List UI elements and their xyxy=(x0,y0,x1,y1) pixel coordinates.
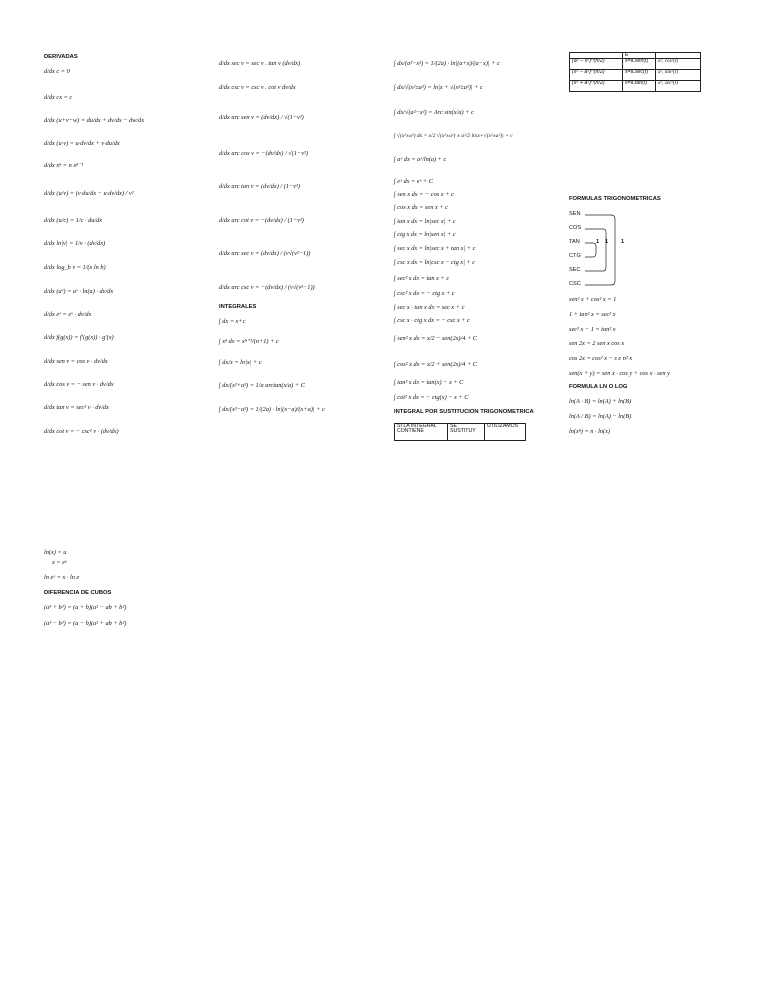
formula: ∫ aˣ dx = aˣ/ln(a) + c xyxy=(394,156,447,163)
formula: ∫ sec x · tan x dx = sec x + c xyxy=(394,304,465,311)
formula: ∫ ctg x dx = ln|sen x| + c xyxy=(394,231,456,238)
table-cell: E xyxy=(623,53,656,59)
formula: d/dx log_b v = 1/(x ln b) xyxy=(44,264,106,271)
table-cell: a², sec²(t) xyxy=(656,81,701,92)
derivadas-title: DERIVADAS xyxy=(44,54,78,60)
formula: d/dx (aᵛ) = aᵛ · ln(a) · dv/dx xyxy=(44,288,114,295)
table-row xyxy=(570,59,701,70)
trig-label-cos: COS xyxy=(569,225,582,231)
formula: d/dx (u·v) = u·dv/dx + v·du/dx xyxy=(44,140,120,147)
formula: d/dx sen v = cos v · dv/dx xyxy=(44,358,108,365)
formula: ∫ sec x dx = ln|sec x + tan x| + c xyxy=(394,245,476,252)
table-row xyxy=(570,81,701,92)
formula: ∫ dx/√(x²±a²) = ln|x + √(x²±a²)| + c xyxy=(394,84,483,91)
formula: ln(A · B) = ln(A) + ln(B) xyxy=(569,398,632,405)
sustitucion-title: INTEGRAL POR SUSTITUCION TRIGONOMETRICA xyxy=(394,409,534,415)
formula: d/dx cos v = − sen v · dv/dx xyxy=(44,381,114,388)
trig-label-tan: TAN xyxy=(569,239,580,245)
formula: ∫ csc x · ctg x dx = − csc x + c xyxy=(394,317,470,324)
reciprocal-one: 1 xyxy=(621,239,625,245)
table-row xyxy=(570,70,701,81)
formula: ∫ csc² x dx = − ctg x + c xyxy=(394,290,455,297)
trig-label-sec: SEC xyxy=(569,267,581,273)
formula: d/dx (u+v−w) = du/dx + dv/dx − dw/dx xyxy=(44,117,145,124)
formula: ∫ dx/(a²−x²) = 1/(2a) · ln|(a+x)/(a−x)| + c xyxy=(394,60,500,67)
formula: ∫ sen² x dx = x/2 − sen(2x)/4 + C xyxy=(394,335,477,342)
formula: d/dx c = 0 xyxy=(44,68,70,75)
reciprocal-one: 1 xyxy=(605,239,609,245)
table-header-cell: SI LA INTEGRAL CONTIENE xyxy=(395,424,448,441)
formula: d/dx arc sen v = (dv/dx) / √(1−v²) xyxy=(219,114,304,121)
table-cell: (x² − a²)^(n/2) xyxy=(570,70,623,81)
table-header-cell: UTILIZAMOS xyxy=(485,424,526,441)
table-cell: (a² − x²)^(n/2) xyxy=(570,59,623,70)
formula: ∫ cot² x dx = − ctg(x) − x + C xyxy=(394,394,469,401)
formula: ∫ dx/√(a²−x²) = Arc sin(x/a) + c xyxy=(394,109,474,116)
formula: d/dx xⁿ = n xⁿ⁻¹ xyxy=(44,162,84,169)
table-cell: x=a.sen(t) xyxy=(623,59,656,70)
formula: ln(A / B) = ln(A) − ln(B) xyxy=(569,413,632,420)
formula: ∫ sec² x dx = tan x + c xyxy=(394,275,450,282)
integrales2-section xyxy=(394,55,554,445)
formula: ∫ dx = x+c xyxy=(219,318,246,325)
formula: d/dx sec v = sec v . tan v (dv/dx) xyxy=(219,60,301,67)
trig-title: FORMULAS TRIGONOMETRICAS xyxy=(569,196,661,202)
formula: ln(x) = u xyxy=(44,549,67,556)
formula: ∫ eˣ dx = eˣ + C xyxy=(394,178,433,185)
integrales-title: INTEGRALES xyxy=(219,304,257,310)
formula: ∫ tan x dx = ln|sec x| + c xyxy=(394,218,456,225)
formula: ∫ tan² x dx = tan(x) − x + C xyxy=(394,379,464,386)
table-header-cell: SE SUSTITUY xyxy=(448,424,485,441)
formula: sen² x + cos² x = 1 xyxy=(569,296,617,303)
formula: d/dx csc v = csc v . cot v dv/dx xyxy=(219,84,296,91)
table-cell: (x² + a²)^(n/2) xyxy=(570,81,623,92)
formula: d/dx arc cot v = −(dv/dx) / (1−v²) xyxy=(219,217,304,224)
formula: x = eᵘ xyxy=(52,559,67,566)
formula: d/dx arc csc v = −(dv/dx) / (v√(v²−1)) xyxy=(219,284,315,291)
derivadas-section xyxy=(44,55,194,445)
trig-label-ctg: CTG xyxy=(569,253,581,259)
formula: ∫ sen x dx = − cos x + c xyxy=(394,191,454,198)
formula: d/dx (u/v) = (v·du/dx − u·dv/dx) / v² xyxy=(44,190,134,197)
formula: d/dx arc sec v = (dv/dx) / (v√(v²−1)) xyxy=(219,250,311,257)
sustitucion-header-table xyxy=(394,423,526,441)
cubos-title: DIFERENCIA DE CUBOS xyxy=(44,590,112,596)
formula: d/dx cot v = − csc² v · (dv/dx) xyxy=(44,428,119,435)
trig-label-sen: SEN xyxy=(569,211,581,217)
formula: ∫ dx/x = ln|x| + c xyxy=(219,359,262,366)
bottom-section xyxy=(44,548,224,638)
formula: ∫ csc x dx = ln|csc x − ctg x| + c xyxy=(394,259,476,266)
formula: ∫ dx/(x²+a²) = 1/a arctan(x/a) + C xyxy=(219,382,305,389)
formula: ∫ cos² x dx = x/2 + sen(2x)/4 + C xyxy=(394,361,477,368)
formula: cos 2x = cos² x − s e n² x xyxy=(569,355,633,362)
formula: d/dx tan v = sec² v · dv/dx xyxy=(44,404,109,411)
formula: d/dx arc tan v = (dv/dx) / (1−v²) xyxy=(219,183,300,190)
formula: d/dx eᵛ = eᵛ · dv/dx xyxy=(44,311,92,318)
formula: ∫ dx/(x²−a²) = 1/(2a) · ln|(x−a)/(x+a)| + c xyxy=(219,406,325,413)
trig-section xyxy=(569,52,709,442)
formula: d/dx (u/c) = 1/c · du/dx xyxy=(44,217,103,224)
derivadas2-section xyxy=(219,55,369,425)
formula: d/dx arc cos v = −(dv/dx) / √(1−v²) xyxy=(219,150,309,157)
formula: ∫ √(x²±a²) dx = x/2 √(x²±a²) ± a²/2 ln|x+√(x²±a²)| + c xyxy=(394,133,513,139)
formula: (a³ + b³) = (a + b)(a² − ab + b²) xyxy=(44,604,127,611)
formula: d/dx ln|v| = 1/v · (dv/dx) xyxy=(44,240,106,247)
formula: 1 + tan² x = sec² x xyxy=(569,311,616,318)
table-cell: a², tan²(t) xyxy=(656,70,701,81)
reciprocal-one: 1 xyxy=(596,239,600,245)
formula: sec² x − 1 = tan² x xyxy=(569,326,616,333)
log-title: FORMULA LN O LOG xyxy=(569,384,628,390)
formula: ln(xⁿ) = n · ln(x) xyxy=(569,428,611,435)
formula: (a³ − b³) = (a − b)(a² + ab + b²) xyxy=(44,620,127,627)
formula: d/dx cx = c xyxy=(44,94,73,101)
formula: ∫ xⁿ dx = xⁿ⁺¹/(n+1) + c xyxy=(219,338,279,345)
trig-label-csc: CSC xyxy=(569,281,581,287)
formula: ln eˣ = x · ln e xyxy=(44,574,80,581)
table-cell: x=a.tan(t) xyxy=(623,81,656,92)
trig-diagram xyxy=(569,209,649,289)
table-cell: x=a.sec(t) xyxy=(623,70,656,81)
formula: sen 2x = 2 sen x cos x xyxy=(569,340,625,347)
reciprocal-brackets xyxy=(569,209,649,291)
sustitucion-table xyxy=(569,52,701,92)
table-cell: a², cos²(t) xyxy=(656,59,701,70)
formula: sen(x + y) = sen x · cos y + cos x · sen y xyxy=(569,370,670,377)
formula: d/dx f(g(x)) = f′(g(x)) · g′(x) xyxy=(44,334,114,341)
formula: ∫ cos x dx = sen x + c xyxy=(394,204,448,211)
